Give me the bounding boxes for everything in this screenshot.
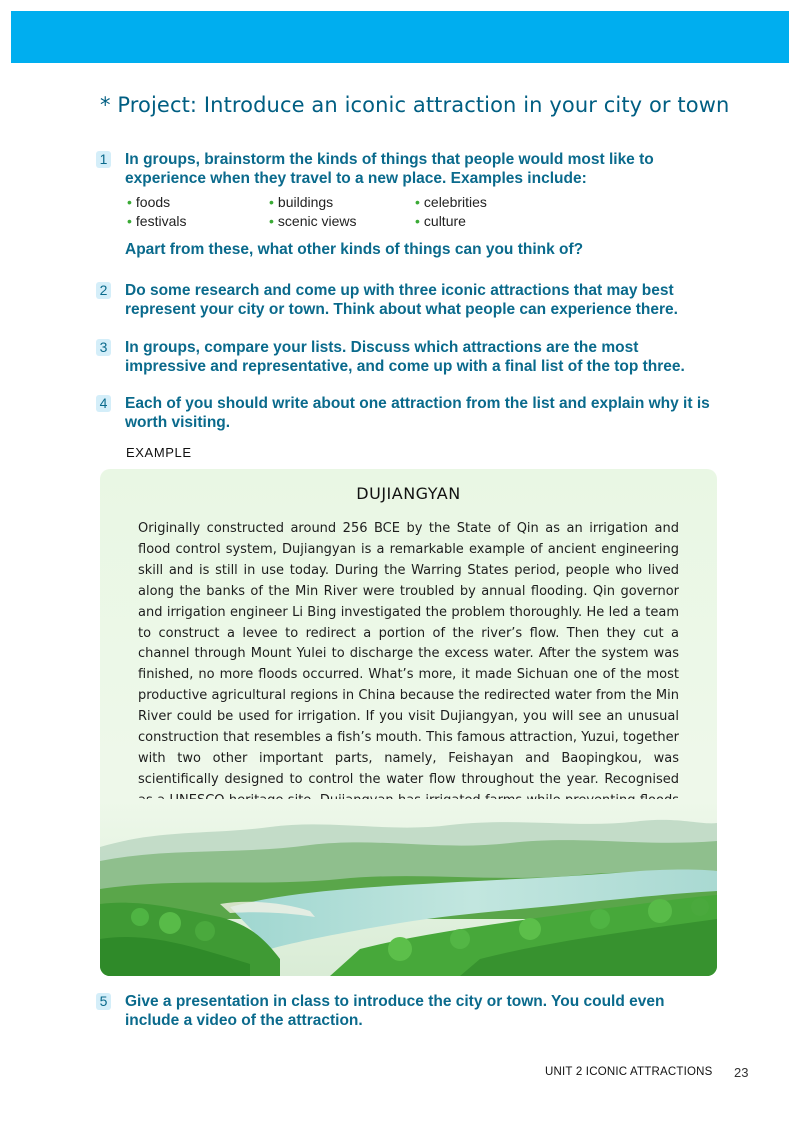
- list-item: • buildings: [269, 194, 334, 210]
- example-box: [100, 469, 717, 976]
- step-5: [96, 992, 716, 1030]
- step-1: [96, 150, 716, 188]
- brainstorm-question: Apart from these, what other kinds of things can you think of?: [125, 241, 584, 258]
- list-item: • festivals: [127, 213, 187, 229]
- step-text: In groups, brainstorm the kinds of things that people would most like to experience when they travel to a new place. Examples include:: [125, 151, 654, 187]
- bullet-icon: •: [269, 194, 274, 210]
- example-title: DUJIANGYAN: [356, 484, 461, 503]
- examples-list: [127, 193, 527, 230]
- page-number: 23: [734, 1065, 749, 1080]
- list-item: • celebrities: [415, 194, 487, 210]
- step-number: 3: [96, 339, 111, 356]
- example-body: Originally constructed around 256 BCE by the State of Qin as an irrigation and flood control system, Dujiangyan is a remarkable example of ancient engineering skill and is still in use today. During the Warring States period, people who lived along the banks of the Min River were troubled by annual flooding. Qin governor and irrigation engineer Li Bing investigated the problem thoroughly. He led a team to construct a levee to redirect a portion of the river’s flow. Then they cut a channel through Mount Yulei to discharge the excess water. After the system was finished, no more floods occurred. What’s more, it made Sichuan one of the most productive agricultural regions in China because the redirected water from the Min River could be used for irrigation. If you visit Dujiangyan, you will see an unusual construction that resembles a fish’s mouth. This famous attraction, Yuzui, together with two other important parts, namely, Feishayan and Baopingkou, was scientifically designed to control the water flow throughout the year. Recognised: [138, 521, 679, 787]
- page-title: * Project: Introduce an iconic attraction in your city or town: [100, 93, 730, 117]
- list-item: • foods: [127, 194, 171, 210]
- bullet-icon: •: [415, 213, 420, 229]
- footer-unit-label: UNIT 2 ICONIC ATTRACTIONS: [545, 1066, 713, 1078]
- step-number: 5: [96, 993, 111, 1010]
- header-bar: [11, 11, 789, 63]
- step-text: Each of you should write about one attraction from the list and explain why it is worth visiting.: [125, 395, 710, 431]
- bullet-icon: •: [127, 194, 132, 210]
- step-number: 2: [96, 282, 111, 299]
- bullet-icon: •: [415, 194, 420, 210]
- step-number: 4: [96, 395, 111, 412]
- bullet-icon: •: [127, 213, 132, 229]
- list-item: • culture: [415, 213, 466, 229]
- example-label: EXAMPLE: [126, 445, 192, 460]
- step-text: Give a presentation in class to introduce the city or town. You could even include a video of the attraction.: [125, 993, 665, 1029]
- list-item: • scenic views: [269, 213, 357, 229]
- dujiangyan-photo: [100, 799, 717, 976]
- step-2: [96, 281, 716, 319]
- step-3: [96, 338, 716, 376]
- step-text: In groups, compare your lists. Discuss which attractions are the most impressive and representative, and come up with a final list of the top three.: [125, 339, 685, 375]
- bullet-icon: •: [269, 213, 274, 229]
- step-text: Do some research and come up with three iconic attractions that may best represent your city or town. Think about what people can experience there.: [125, 282, 678, 318]
- step-4: [96, 394, 716, 432]
- step-number: 1: [96, 151, 111, 168]
